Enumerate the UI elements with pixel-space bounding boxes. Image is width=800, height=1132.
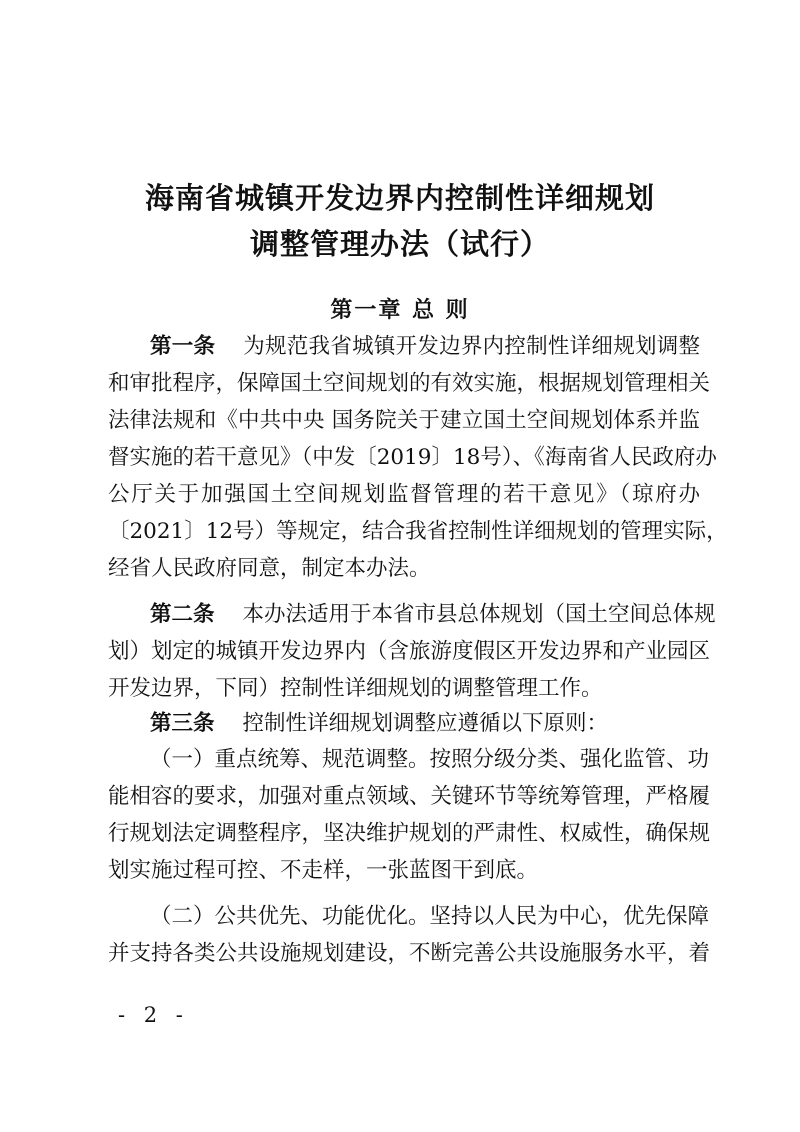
paragraph-line: 经省人民政府同意，制定本办法。: [108, 556, 431, 581]
article-2-label: 第二条: [150, 602, 215, 627]
article-3-first-line: [150, 709, 700, 739]
paragraph-line: 行规划法定调整程序，坚决维护规划的严肃性、权威性，确保规: [108, 821, 711, 846]
document-title-line-1: 海南省城镇开发边界内控制性详细规划: [144, 181, 655, 215]
paragraph-line: 和审批程序，保障国土空间规划的有效实施，根据规划管理相关: [108, 371, 711, 396]
paragraph-line: 能相容的要求，加强对重点领域、关键环节等统筹管理，严格履: [108, 784, 711, 809]
article-1-text: 为规范我省城镇开发边界内控制性详细规划调整: [243, 334, 700, 359]
page-number: - 2 -: [118, 1003, 189, 1027]
chapter-heading: 第一章 总 则: [330, 298, 470, 323]
paragraph-line: 督实施的若干意见》（中发〔2019〕18号）、《海南省人民政府办: [108, 445, 717, 470]
article-2-text: 本办法适用于本省市县总体规划（国土空间总体规: [242, 602, 716, 627]
paragraph-line: 〔2021〕12号）等规定，结合我省控制性详细规划的管理实际，: [108, 519, 728, 544]
article-2-first-line: [150, 600, 716, 630]
paragraph-line: 划实施过程可控、不走样，一张蓝图干到底。: [108, 858, 539, 883]
paragraph-line: 法律法规和《中共中央 国务院关于建立国土空间规划体系并监: [108, 408, 700, 433]
paragraph-line: 划）划定的城镇开发边界内（含旅游度假区开发边界和产业园区: [108, 639, 711, 664]
article-1-label: 第一条: [150, 334, 216, 359]
item-2-first-line: （二）公共优先、功能优化。坚持以人民为中心，优先保障: [150, 904, 710, 929]
article-1-first-line: [150, 332, 700, 362]
document-title-line-2: 调整管理办法（试行）: [249, 227, 550, 261]
paragraph-line: 并支持各类公共设施规划建设，不断完善公共设施服务水平，着: [108, 941, 711, 966]
paragraph-line: 公厅关于加强国土空间规划监督管理的若干意见》（琼府办: [108, 482, 700, 507]
item-1-first-line: （一）重点统筹、规范调整。按照分级分类、强化监管、功: [150, 747, 710, 772]
paragraph-line: 开发边界，下同）控制性详细规划的调整管理工作。: [108, 676, 603, 701]
article-3-label: 第三条: [150, 711, 215, 736]
article-3-text: 控制性详细规划调整应遵循以下原则：: [242, 711, 609, 736]
